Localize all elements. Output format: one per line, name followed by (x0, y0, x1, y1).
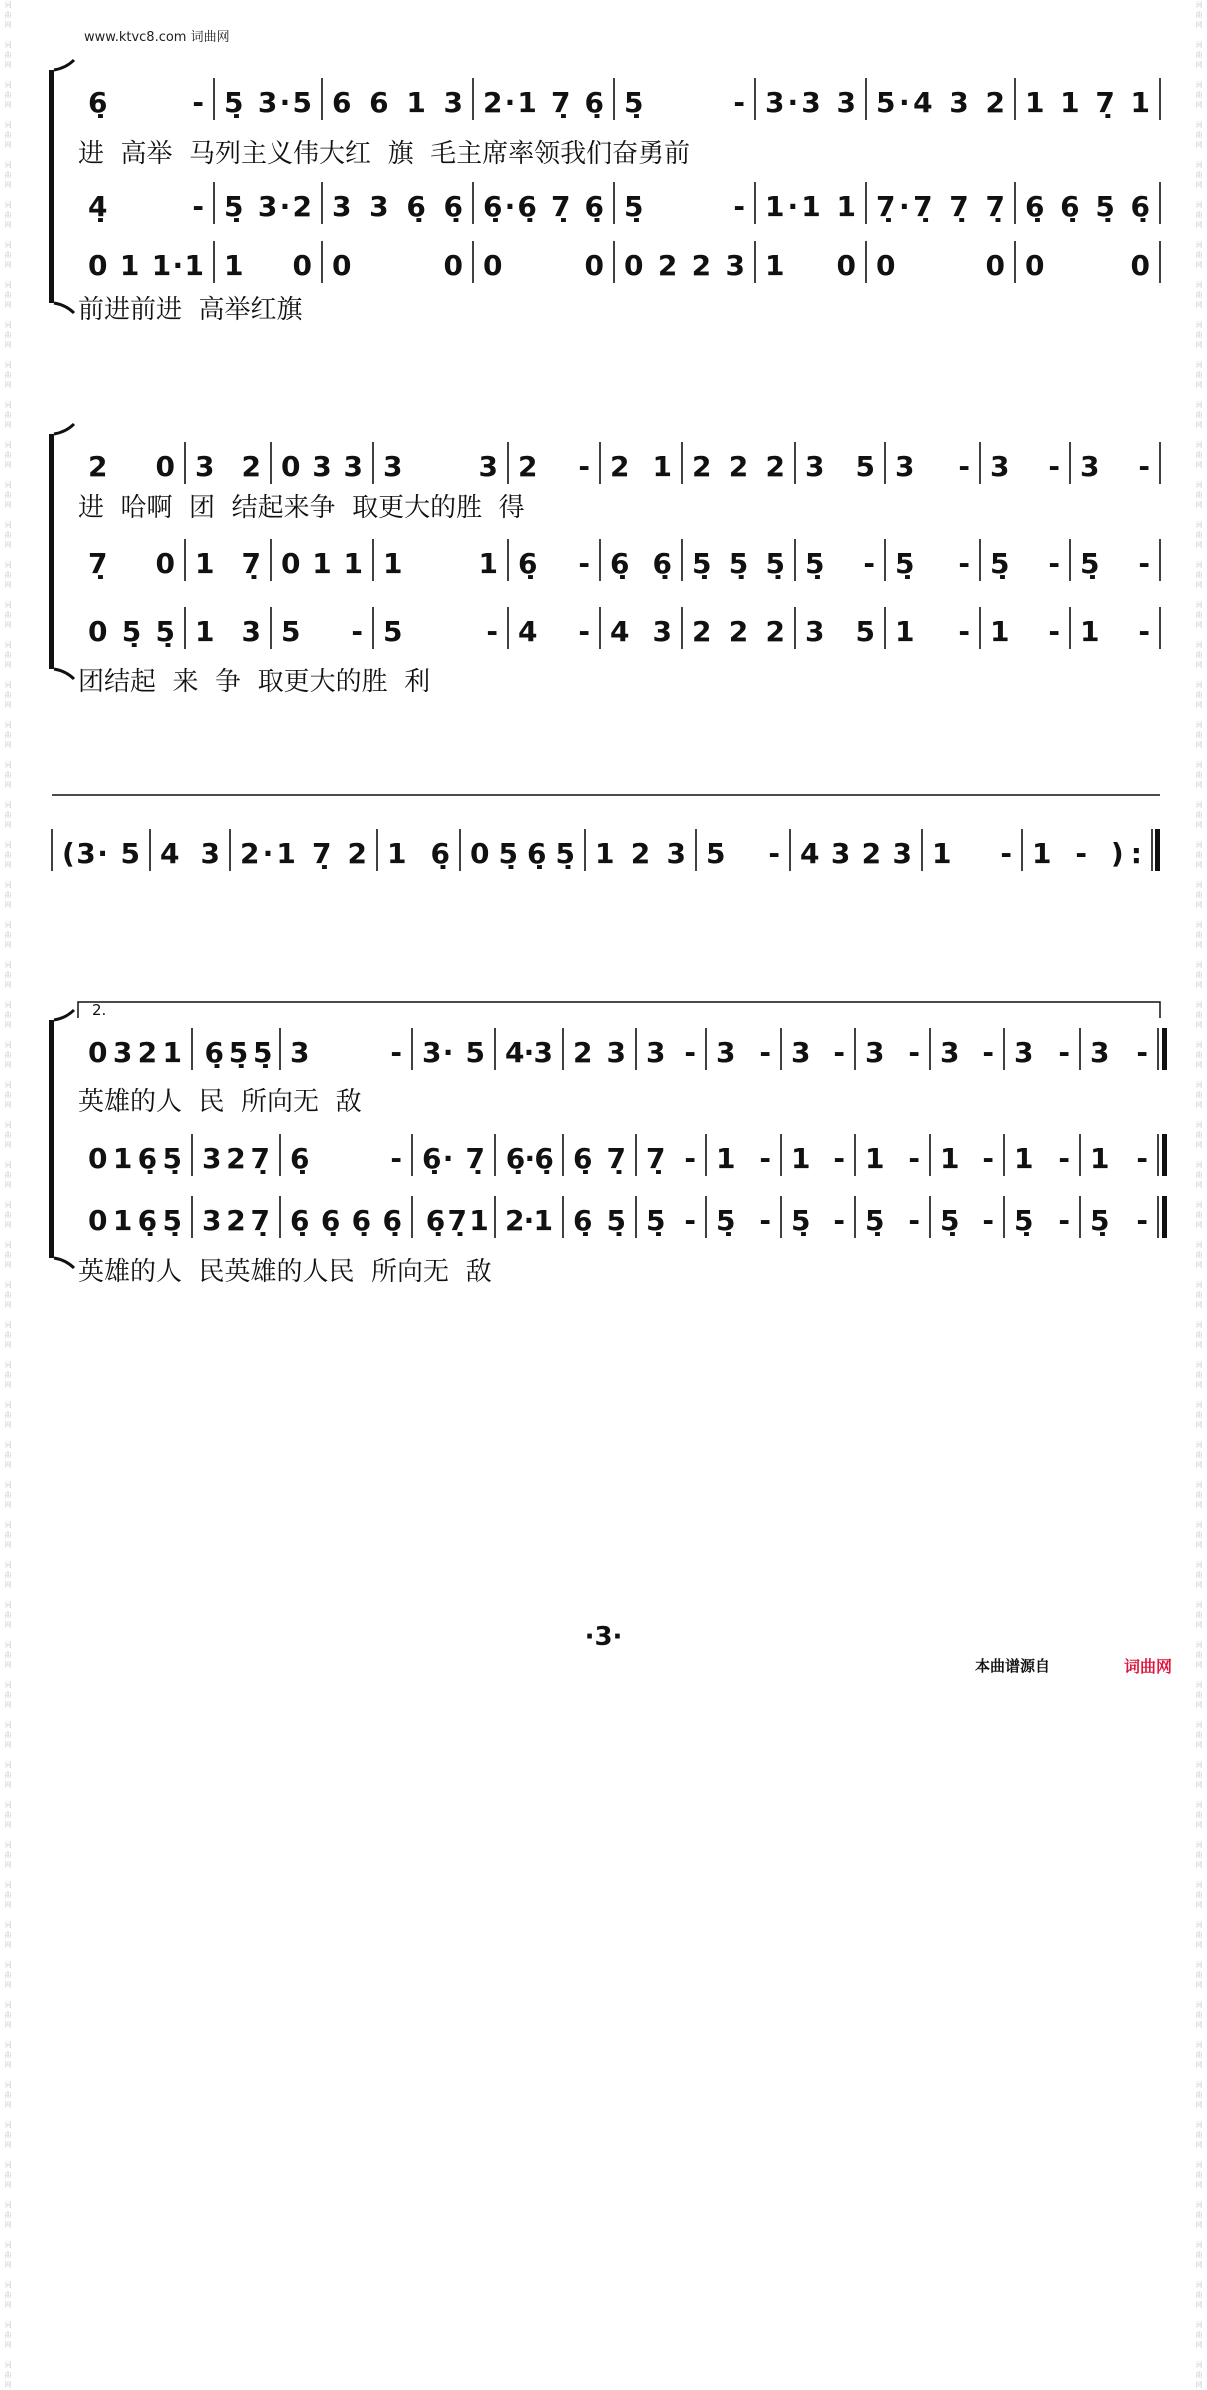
measure: 0 1 6̣ 5̣ (88, 1142, 182, 1175)
measure: 0 0 (332, 249, 463, 282)
bracket-hook-bottom (54, 669, 74, 679)
measure: 5̣ - (624, 86, 745, 119)
measure: 6̣·6̣ 7̣ 6̣ (483, 190, 604, 223)
measure: 5̣ - (895, 547, 970, 580)
measure: 1 - (1080, 615, 1150, 648)
measure: 2·1 (505, 1204, 553, 1237)
bracket-hook-bottom (54, 1258, 74, 1268)
measure: 5̣ - (1080, 547, 1150, 580)
measure: 6 6 1 3 (332, 86, 463, 119)
measure: 6̣ 6̣ 6̣ 6̣ (290, 1204, 402, 1237)
measure: 0 3 2 1 (88, 1036, 182, 1069)
measure: 3·3 3 (765, 86, 856, 119)
measure: 3 - (646, 1036, 696, 1069)
measure: 6̣· 7̣ (422, 1142, 485, 1175)
bracket-hook-top (54, 424, 74, 434)
measure: 1 7̣ (195, 547, 261, 580)
measure: 6̣ - (88, 86, 204, 119)
measure: 5̣ - (791, 1204, 845, 1237)
measure: 6̣ 6̣ (610, 547, 672, 580)
measure: 7̣·7̣ 7̣ 7̣ (876, 190, 1005, 223)
measure: 0 0 (483, 249, 604, 282)
measure: 5̣ 3·5 (224, 86, 312, 119)
system-bracket (49, 1020, 54, 1258)
measure: 3 5 (805, 450, 875, 483)
measure: 1 3 (195, 615, 261, 648)
measure: 1 - (895, 615, 970, 648)
measure: 3 2 (195, 450, 261, 483)
measure: 5̣ - (1090, 1204, 1148, 1237)
measure: 1 - (990, 615, 1060, 648)
footer-source: 本曲谱源自 (975, 1657, 1051, 1675)
measure: 3 3 6̣ 6̣ (332, 190, 463, 223)
measure: 6̣ 5̣ (573, 1204, 626, 1237)
lyric-line: 进 哈啊 团 结起来争 取更大的胜 得 (78, 493, 525, 523)
measure: 3 - (865, 1036, 920, 1069)
measure: 5̣ - (990, 547, 1060, 580)
measure: 6̣ - (518, 547, 590, 580)
measure: 2 2 2 (692, 615, 785, 648)
system-system2 (49, 424, 1160, 697)
measure: 3 - (940, 1036, 994, 1069)
measure: 0 5̣ 5̣ (88, 615, 175, 648)
site-header: www.ktvc8.com 词曲网 (84, 30, 230, 45)
measure: 1·1 1 (765, 190, 856, 223)
measure: 5̣ - (624, 190, 745, 223)
measure: 4̣ - (88, 190, 204, 223)
measure: 4 - (518, 615, 590, 648)
footer-brand: 词曲网 (1124, 1657, 1173, 1676)
measure: 0 5̣ 6̣ 5̣ (470, 837, 575, 870)
measure: 1 - (1014, 1142, 1070, 1175)
measure: 5̣ - (646, 1204, 696, 1237)
measure: 3 3 (383, 450, 498, 483)
measure: 1 2 3 (595, 837, 686, 870)
measure: 6̣ - (290, 1142, 402, 1175)
measure: 5 - (281, 615, 363, 648)
lyric-line: 团结起 来 争 取更大的胜 利 (78, 667, 431, 697)
final-barline (1162, 1134, 1167, 1176)
measure: 1 6̣ (387, 837, 450, 870)
measure: 3 - (1080, 450, 1150, 483)
measure: 1 - (865, 1142, 920, 1175)
repeat-barline (1155, 829, 1160, 871)
bracket-hook-top (54, 1010, 74, 1020)
measure: (3· 5 (62, 837, 140, 870)
measure: 4 3 (610, 615, 672, 648)
measure: 3 2 7̣ (202, 1204, 270, 1237)
measure: 4 3 (160, 837, 220, 870)
measure: 1 - ): (1032, 837, 1142, 870)
measure: 5̣ - (865, 1204, 920, 1237)
page-number: ·3· (584, 1622, 623, 1652)
volta-label: 2. (92, 1001, 107, 1019)
measure: 0 1 6̣ 5̣ (88, 1204, 182, 1237)
measure: 0 2 2 3 (624, 249, 745, 282)
measure: 6̣ 6̣ 5̣ 6̣ (1025, 190, 1150, 223)
measure: 2 3 (573, 1036, 626, 1069)
measure: 5̣ 3·2 (224, 190, 312, 223)
measure: 1 - (932, 837, 1012, 870)
system-system1 (49, 60, 1160, 325)
measure: 5̣ - (940, 1204, 994, 1237)
measure: 3 - (1090, 1036, 1148, 1069)
lyric-line: 英雄的人 民英雄的人民 所向无 敌 (78, 1257, 492, 1287)
watermark-right: 词 曲 网 词 曲 网 词 曲 网 词 曲 网 词 曲 网 词 曲 网 词 曲 网 词 曲 网 词 曲 网 词 曲 网 词 曲 网 词 曲 网 词 曲 网 词 曲 网 词 曲 网 词 曲 网 词 曲 网 词 曲 网 词 曲 网 词 曲 网 词 曲 网 词 曲 网 词 曲 网 词 曲 网 词 曲 网 词 曲 网 词 曲 网 词 曲 网 词 曲 网 词 曲 网 词 曲 网 词 曲 网 词 曲 网 词 曲 网 词 曲 网 词 曲 网 词 曲 网 词 曲 网 词 曲 网 词 曲 网 词 曲 网 词 曲 网 词 曲 网 词 曲 网 词 曲 网 词 曲 网 词 曲 网 词 曲 网 词 曲 网 词 曲 网 词 曲 网 词 曲 网 词 曲 网 词 曲 网 词 曲 网 词 曲 网 词 曲 网 词 曲 网 词 曲 网 词 曲 网 (1195, 1, 1203, 2389)
measure: 3 - (791, 1036, 845, 1069)
measure: 2 - (518, 450, 590, 483)
system-interlude (52, 795, 1160, 871)
measure: 1 1 7̣ 1 (1025, 86, 1150, 119)
measure: 6̣ 5̣ 5̣ (204, 1036, 273, 1069)
measure: 1 - (716, 1142, 771, 1175)
measure: 4 3 2 3 (800, 837, 912, 870)
measure: 5 - (706, 837, 780, 870)
measure: 3 - (290, 1036, 402, 1069)
measure: 0 1 1·1 (88, 249, 204, 282)
measure: 0 3 3 (281, 450, 363, 483)
measure: 5 - (383, 615, 498, 648)
volta-bracket (78, 1002, 1160, 1018)
measure: 0 0 (876, 249, 1005, 282)
measure: 3 2 7̣ (202, 1142, 270, 1175)
measure: 3 - (990, 450, 1060, 483)
measure: 1 - (1090, 1142, 1148, 1175)
measure: 2·1 7̣ 6̣ (483, 86, 604, 119)
lyric-line: 前进前进 高举红旗 (78, 295, 303, 325)
measure: 2 2 2 (692, 450, 785, 483)
measure: 3· 5 (422, 1036, 485, 1069)
measure: 5·4 3 2 (876, 86, 1005, 119)
system-system3 (49, 1001, 1167, 1287)
measure: 5̣ - (1014, 1204, 1070, 1237)
lyric-line: 进 高举 马列主义伟大红 旗 毛主席率领我们奋勇前 (78, 139, 691, 169)
measure: 2 1 (610, 450, 672, 483)
lyric-line: 英雄的人 民 所向无 敌 (78, 1087, 362, 1117)
final-barline (1162, 1028, 1167, 1070)
measure: 1 - (791, 1142, 845, 1175)
system-bracket (49, 434, 54, 669)
measure: 4·3 (505, 1036, 553, 1069)
measure: 0 0 (1025, 249, 1150, 282)
measure: 6̣ 7̣ (573, 1142, 626, 1175)
measure: 3 5 (805, 615, 875, 648)
measure: 2 0 (88, 450, 175, 483)
bracket-hook-bottom (54, 303, 74, 313)
final-barline (1162, 1196, 1167, 1238)
measure: 1 0 (224, 249, 312, 282)
measure: 6̣·6̣ (505, 1142, 554, 1175)
measure: 0 1 1 (281, 547, 363, 580)
measure: 1 0 (765, 249, 856, 282)
measure: 6̣ 7̣ 1 (425, 1204, 489, 1237)
measure: 2·1 7̣ 2 (240, 837, 367, 870)
measure: 3 - (716, 1036, 771, 1069)
measure: 3 - (895, 450, 970, 483)
bracket-hook-top (54, 60, 74, 70)
measure: 3 - (1014, 1036, 1070, 1069)
measure: 5̣ 5̣ 5̣ (692, 547, 785, 580)
measure: 7̣ 0 (88, 547, 175, 580)
measure: 5̣ - (805, 547, 875, 580)
watermark-left: 词 曲 网 词 曲 网 词 曲 网 词 曲 网 词 曲 网 词 曲 网 词 曲 网 词 曲 网 词 曲 网 词 曲 网 词 曲 网 词 曲 网 词 曲 网 词 曲 网 词 曲 网 词 曲 网 词 曲 网 词 曲 网 词 曲 网 词 曲 网 词 曲 网 词 曲 网 词 曲 网 词 曲 网 词 曲 网 词 曲 网 词 曲 网 词 曲 网 词 曲 网 词 曲 网 词 曲 网 词 曲 网 词 曲 网 词 曲 网 词 曲 网 词 曲 网 词 曲 网 词 曲 网 词 曲 网 词 曲 网 词 曲 网 词 曲 网 词 曲 网 词 曲 网 词 曲 网 词 曲 网 词 曲 网 词 曲 网 词 曲 网 词 曲 网 词 曲 网 词 曲 网 词 曲 网 词 曲 网 词 曲 网 词 曲 网 词 曲 网 词 曲 网 词 曲 网 词 曲 网 (4, 1, 12, 2389)
measure: 7̣ - (646, 1142, 696, 1175)
system-bracket (49, 70, 54, 303)
measure: 1 1 (383, 547, 498, 580)
measure: 1 - (940, 1142, 994, 1175)
measure: 5̣ - (716, 1204, 771, 1237)
